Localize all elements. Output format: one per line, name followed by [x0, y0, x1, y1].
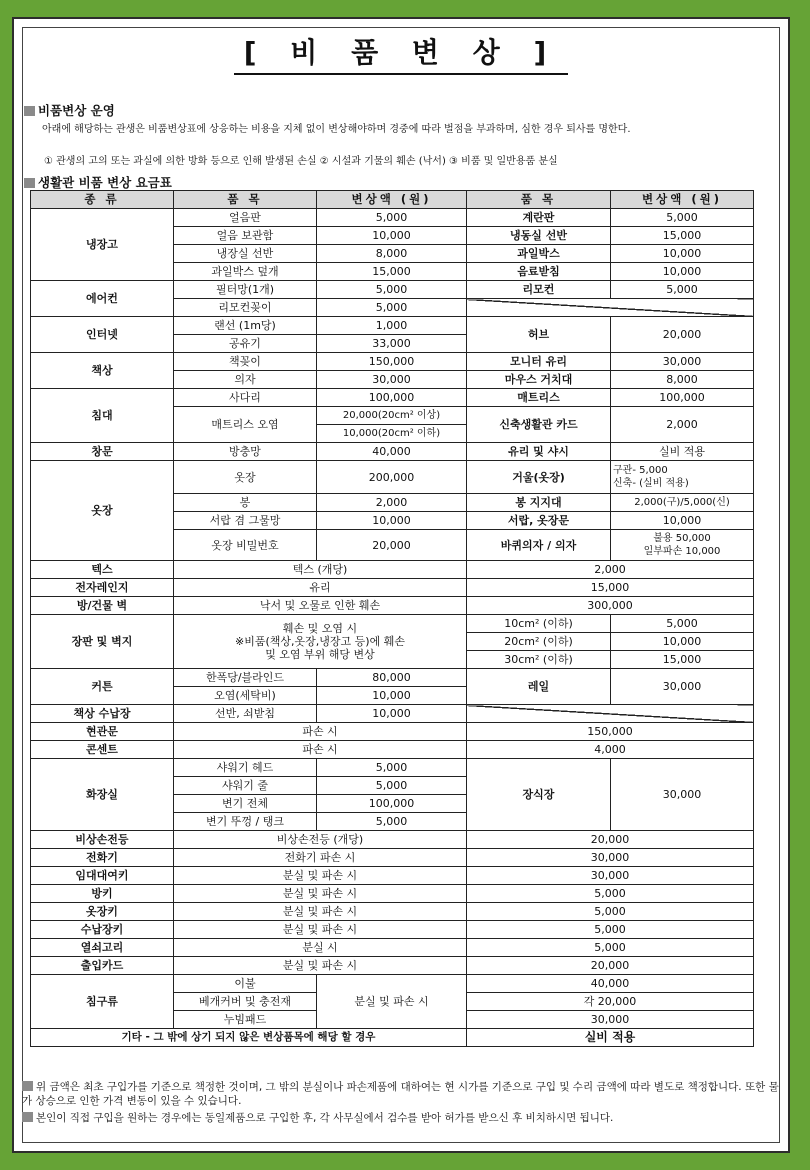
- item: 과일박스 덮개: [174, 263, 317, 281]
- item: 분실 및 파손 시: [174, 921, 467, 939]
- amount: 30,000: [611, 353, 754, 371]
- item: 과일박스: [467, 245, 611, 263]
- table-header-row: [31, 191, 754, 209]
- category: 방키: [31, 885, 174, 903]
- item: 얼음판: [174, 209, 317, 227]
- item: 서랍, 옷장문: [467, 512, 611, 530]
- item: 매트리스: [467, 389, 611, 407]
- amount: 8,000: [317, 245, 467, 263]
- item: 낙서 및 오물로 인한 훼손: [174, 597, 467, 615]
- item: 공유기: [174, 335, 317, 353]
- empty-diagonal-cell: [467, 299, 754, 317]
- item: 10cm² (이하): [467, 615, 611, 633]
- amount: 2,000: [317, 494, 467, 512]
- item: 허브: [467, 317, 611, 353]
- category: 침구류: [31, 975, 174, 1029]
- table-row: [31, 939, 754, 957]
- amount: 1,000: [317, 317, 467, 335]
- amount: 80,000: [317, 669, 467, 687]
- category: 방/건물 벽: [31, 597, 174, 615]
- item: 30cm² (이하): [467, 651, 611, 669]
- amount: 30,000: [467, 867, 754, 885]
- reasons-line: ① 관생의 고의 또는 과실에 의한 방화 등으로 인해 발생된 손실 ② 시설과 기물의 훼손 (낙서) ③ 비품 및 일반용품 분실: [44, 156, 558, 167]
- item: 전화기 파손 시: [174, 849, 467, 867]
- item: 필터망(1개): [174, 281, 317, 299]
- amount: 20,000(20cm² 이상): [317, 407, 467, 425]
- table-row: [31, 579, 754, 597]
- category: 침대: [31, 389, 174, 443]
- category: 장판 및 벽지: [31, 615, 174, 669]
- item: 베개커버 및 충전재: [174, 993, 317, 1011]
- item: 방충망: [174, 443, 317, 461]
- item: 훼손 및 오염 시 ※비품(책상,옷장,냉장고 등)에 훼손 및 오염 부위 해당 변상: [174, 615, 467, 669]
- item: 리모컨: [467, 281, 611, 299]
- amount: 15,000: [611, 227, 754, 245]
- item: 냉장실 선반: [174, 245, 317, 263]
- category: 책상 수납장: [31, 705, 174, 723]
- amount: 15,000: [611, 651, 754, 669]
- table-row: [31, 849, 754, 867]
- item: 분실 및 파손 시: [174, 903, 467, 921]
- category: 커튼: [31, 669, 174, 705]
- amount: 15,000: [317, 263, 467, 281]
- footnote-1: 위 금액은 최초 구입가를 기준으로 책정한 것이며, 그 밖의 분실이나 파손제품에 대하여는 현 시가를 기준으로 구입 및 수리 금액에 따라 별도로 책정합니다. 또한 물가 상승으로 인한 가격 변동이 있을 수 있습니다.: [22, 1081, 779, 1107]
- amount: 5,000: [467, 903, 754, 921]
- amount: 33,000: [317, 335, 467, 353]
- table-row: [31, 353, 754, 371]
- amount: 30,000: [611, 669, 754, 705]
- amount: 300,000: [467, 597, 754, 615]
- section-heading-fee-table: 생활관 비품 변상 요금표: [24, 173, 172, 191]
- item: 분실 및 파손 시: [317, 975, 467, 1029]
- category: 옷장: [31, 461, 174, 561]
- table-row: [31, 317, 754, 335]
- fee-table: [30, 190, 754, 1047]
- page-title: [ 비 품 변 상 ]: [14, 31, 788, 75]
- category: 콘센트: [31, 741, 174, 759]
- amount: 각 20,000: [467, 993, 754, 1011]
- amount: 20,000: [467, 831, 754, 849]
- amount: 10,000: [611, 263, 754, 281]
- item: 랜선 (1m당): [174, 317, 317, 335]
- item: 모니터 유리: [467, 353, 611, 371]
- amount: 150,000: [467, 723, 754, 741]
- item: 분실 및 파손 시: [174, 957, 467, 975]
- amount: 5,000: [611, 209, 754, 227]
- item: 누빔패드: [174, 1011, 317, 1029]
- header-amount: 변상액 (원): [317, 191, 467, 209]
- header-amount: 변상액 (원): [611, 191, 754, 209]
- table-row: [31, 281, 754, 299]
- category: 비상손전등: [31, 831, 174, 849]
- item: 이불: [174, 975, 317, 993]
- item: 장식장: [467, 759, 611, 831]
- category: 현관문: [31, 723, 174, 741]
- item: 비상손전등 (개당): [174, 831, 467, 849]
- square-bullet-icon: [22, 1081, 33, 1091]
- category: 출입카드: [31, 957, 174, 975]
- category: 전화기: [31, 849, 174, 867]
- amount: 불용 50,000 일부파손 10,000: [611, 530, 754, 561]
- item: 20cm² (이하): [467, 633, 611, 651]
- category: 수납장키: [31, 921, 174, 939]
- amount: 40,000: [317, 443, 467, 461]
- table-row: [31, 975, 754, 993]
- amount: 200,000: [317, 461, 467, 494]
- category: 화장실: [31, 759, 174, 831]
- intro-paragraph: 아래에 해당하는 관생은 비품변상표에 상응하는 비용을 지체 없이 변상해야하며 경중에 따라 벌점을 부과하며, 심한 경우 퇴사를 명한다.: [42, 124, 631, 135]
- item: 신축생활관 카드: [467, 407, 611, 443]
- table-row: [31, 1029, 754, 1047]
- amount: 10,000: [317, 512, 467, 530]
- amount: 30,000: [611, 759, 754, 831]
- amount: 10,000: [611, 245, 754, 263]
- square-bullet-icon: [24, 106, 35, 116]
- item: 샤워기 헤드: [174, 759, 317, 777]
- item: 바퀴의자 / 의자: [467, 530, 611, 561]
- header-kind: 종 류: [31, 191, 174, 209]
- amount: 5,000: [467, 885, 754, 903]
- amount: 10,000: [317, 705, 467, 723]
- item: 사다리: [174, 389, 317, 407]
- item: 샤워기 줄: [174, 777, 317, 795]
- item: 마우스 거치대: [467, 371, 611, 389]
- amount: 15,000: [467, 579, 754, 597]
- item: 계란판: [467, 209, 611, 227]
- table-row: [31, 831, 754, 849]
- item: 한폭당/블라인드: [174, 669, 317, 687]
- amount: 5,000: [611, 615, 754, 633]
- table-row: [31, 957, 754, 975]
- item: 유리: [174, 579, 467, 597]
- table-row: [31, 389, 754, 407]
- item: 리모컨꽂이: [174, 299, 317, 317]
- document-frame: [12, 17, 790, 1153]
- amount: 10,000: [611, 512, 754, 530]
- amount: 150,000: [317, 353, 467, 371]
- amount: 5,000: [467, 921, 754, 939]
- amount: 5,000: [317, 281, 467, 299]
- item: 분실 시: [174, 939, 467, 957]
- amount: 5,000: [317, 299, 467, 317]
- amount: 8,000: [611, 371, 754, 389]
- item: 변기 전체: [174, 795, 317, 813]
- amount: 10,000: [317, 687, 467, 705]
- amount: 5,000: [317, 813, 467, 831]
- amount: 20,000: [611, 317, 754, 353]
- amount: 100,000: [611, 389, 754, 407]
- amount: 20,000: [317, 530, 467, 561]
- amount: 100,000: [317, 795, 467, 813]
- header-item: 품 목: [174, 191, 317, 209]
- category: 옷장키: [31, 903, 174, 921]
- item: 얼음 보관함: [174, 227, 317, 245]
- amount: 30,000: [467, 849, 754, 867]
- amount: 40,000: [467, 975, 754, 993]
- square-bullet-icon: [24, 178, 35, 188]
- amount: 2,000: [467, 561, 754, 579]
- item: 레일: [467, 669, 611, 705]
- amount: 2,000: [611, 407, 754, 443]
- table-row: [31, 921, 754, 939]
- header-item: 품 목: [467, 191, 611, 209]
- section-heading-operation: 비품변상 운영: [24, 101, 115, 119]
- item: 매트리스 오염: [174, 407, 317, 443]
- category: 책상: [31, 353, 174, 389]
- footnote-2: 본인이 직접 구입을 원하는 경우에는 동일제품으로 구입한 후, 각 사무실에서 검수를 받아 허가를 받으신 후 비치하시면 됩니다.: [22, 1111, 782, 1125]
- category: 에어컨: [31, 281, 174, 317]
- item: 옷장 비밀번호: [174, 530, 317, 561]
- item: 텍스 (개당): [174, 561, 467, 579]
- amount: 30,000: [317, 371, 467, 389]
- category: 열쇠고리: [31, 939, 174, 957]
- amount: 10,000: [317, 227, 467, 245]
- table-row: [31, 885, 754, 903]
- table-row: [31, 615, 754, 633]
- category: 텍스: [31, 561, 174, 579]
- item: 파손 시: [174, 723, 467, 741]
- table-row: [31, 723, 754, 741]
- table-row: [31, 597, 754, 615]
- amount: 4,000: [467, 741, 754, 759]
- table-row: [31, 705, 754, 723]
- item: 음료받침: [467, 263, 611, 281]
- table-row: [31, 209, 754, 227]
- table-row: [31, 669, 754, 687]
- amount: 5,000: [467, 939, 754, 957]
- item: 오염(세탁비): [174, 687, 317, 705]
- table-row: [31, 903, 754, 921]
- item: 분실 및 파손 시: [174, 885, 467, 903]
- item: 봉: [174, 494, 317, 512]
- table-row: [31, 443, 754, 461]
- amount: 30,000: [467, 1011, 754, 1029]
- amount: 구관- 5,000 신축- (실비 적용): [611, 461, 754, 494]
- amount: 5,000: [317, 759, 467, 777]
- item: 냉동실 선반: [467, 227, 611, 245]
- amount: 10,000(20cm² 이하): [317, 425, 467, 443]
- table-row: [31, 561, 754, 579]
- amount: 5,000: [317, 777, 467, 795]
- item: 옷장: [174, 461, 317, 494]
- category: 냉장고: [31, 209, 174, 281]
- item: 분실 및 파손 시: [174, 867, 467, 885]
- item: 서랍 겸 그물망: [174, 512, 317, 530]
- category: 인터넷: [31, 317, 174, 353]
- square-bullet-icon: [22, 1112, 33, 1122]
- category: 전자레인지: [31, 579, 174, 597]
- category: 임대대여키: [31, 867, 174, 885]
- table-row: [31, 867, 754, 885]
- amount: 실비 적용: [611, 443, 754, 461]
- table-row: [31, 741, 754, 759]
- table-row: [31, 461, 754, 494]
- item: 봉 지지대: [467, 494, 611, 512]
- item: 의자: [174, 371, 317, 389]
- amount: 5,000: [611, 281, 754, 299]
- item: 선반, 쇠받침: [174, 705, 317, 723]
- empty-diagonal-cell: [467, 705, 754, 723]
- item: 유리 및 샤시: [467, 443, 611, 461]
- etc-amount: 실비 적용: [467, 1029, 754, 1047]
- category: 창문: [31, 443, 174, 461]
- table-row: [31, 759, 754, 777]
- item: 변기 뚜껑 / 탱크: [174, 813, 317, 831]
- amount: 2,000(구)/5,000(신): [611, 494, 754, 512]
- item: 거울(옷장): [467, 461, 611, 494]
- amount: 10,000: [611, 633, 754, 651]
- item: 책꽂이: [174, 353, 317, 371]
- amount: 100,000: [317, 389, 467, 407]
- etc-item: 기타 - 그 밖에 상기 되지 않은 변상품목에 해당 할 경우: [31, 1029, 467, 1047]
- item: 파손 시: [174, 741, 467, 759]
- amount: 5,000: [317, 209, 467, 227]
- amount: 20,000: [467, 957, 754, 975]
